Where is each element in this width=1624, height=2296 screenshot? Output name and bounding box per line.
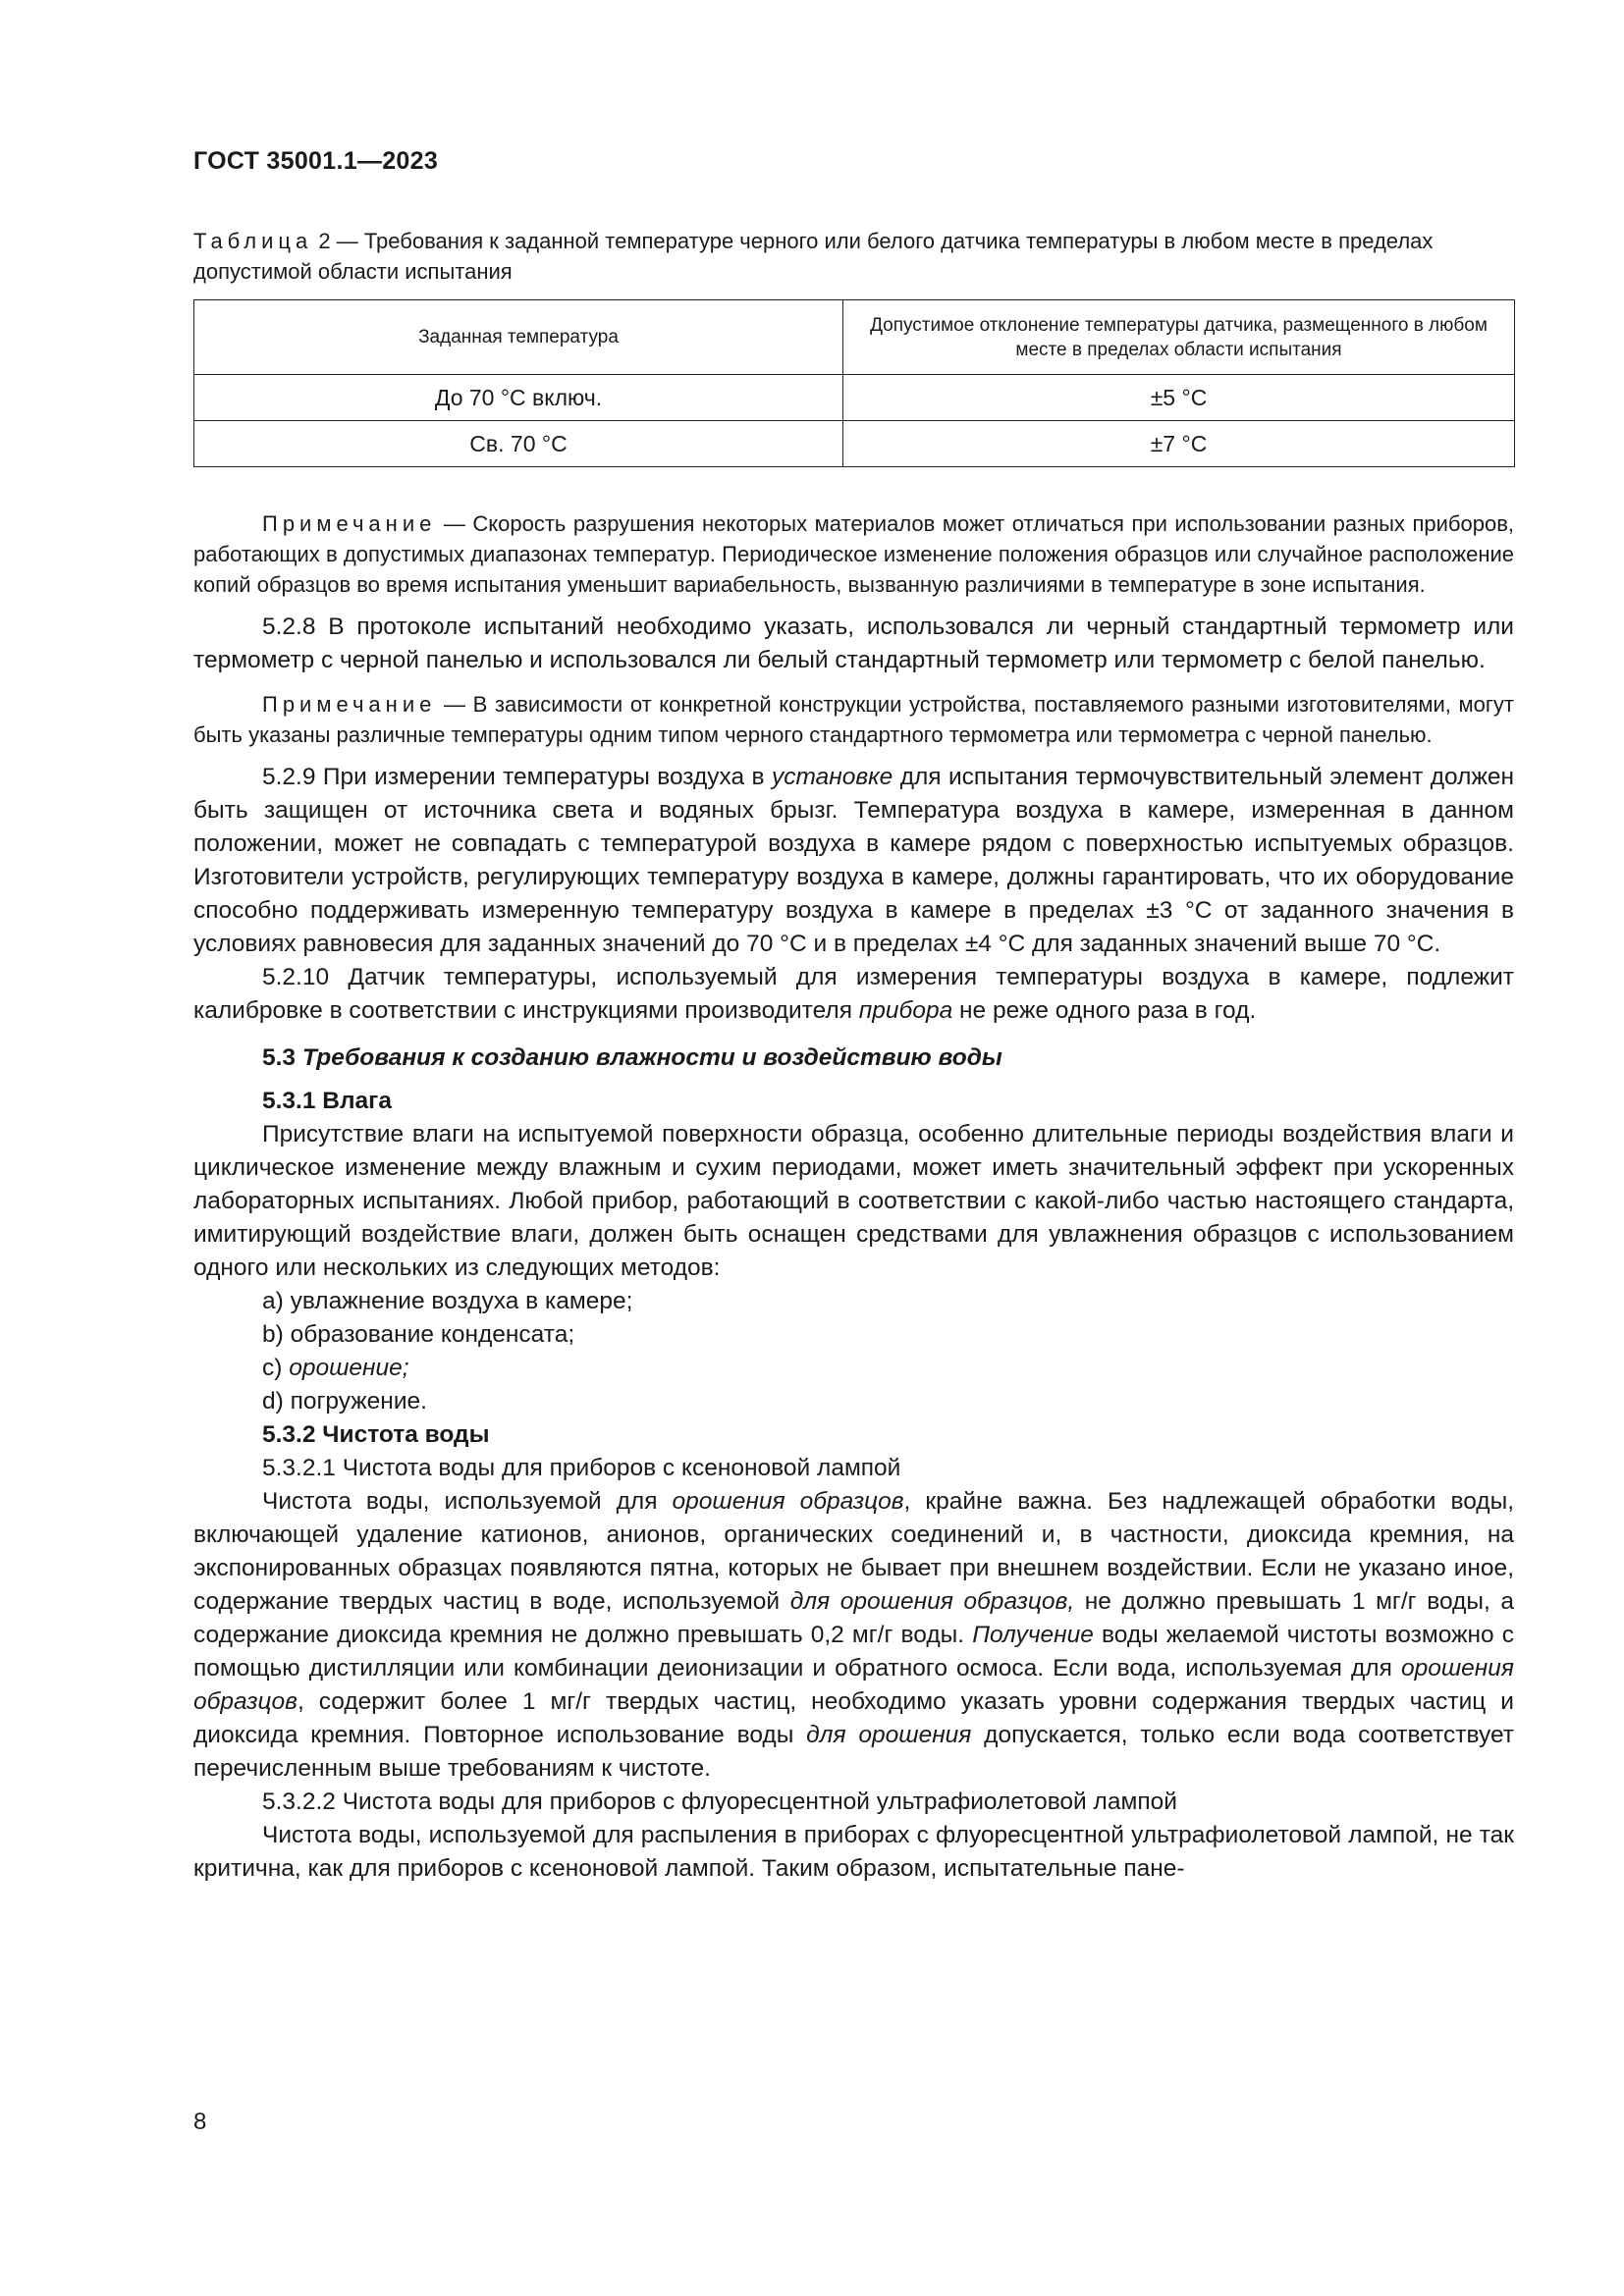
paragraph-5-3-2-1 <box>193 1485 1514 1786</box>
col-header-deviation: Допустимое отклонение температуры датчика, размещенного в любом месте в пределах области испытания <box>843 300 1515 375</box>
text-run: воды желаемой чистоты возможно с помощью дистилляции или комбинации деионизации и обратного осмоса. Если вода, используемая для <box>193 1622 1514 1682</box>
text-run: не реже одного раза в год. <box>952 997 1257 1024</box>
subsection-5-3-2-2-title: 5.3.2.2 Чистота воды для приборов с флуоресцентной ультрафиолетовой лампой <box>262 1789 1177 1815</box>
table-row <box>194 375 1515 421</box>
text-run: Чистота воды, используемой для <box>262 1488 673 1515</box>
text-run: 5.2.9 При измерении температуры воздуха в <box>262 764 772 790</box>
note-text: — В зависимости от конкретной конструкции устройства, поставляемого разными изготовителями, могут быть указаны различные температуры одним типом черного стандартного термометра или термометра с черной панелью. <box>193 692 1514 747</box>
text-run: допускается, только если вода соответствует перечисленным выше требованиям к чистоте. <box>193 1722 1514 1782</box>
temperature-table <box>193 299 1515 467</box>
paragraph-5-2-9 <box>193 761 1514 961</box>
list-item: d) погружение. <box>262 1388 427 1415</box>
table-caption <box>193 226 1514 287</box>
document-header: ГОСТ 35001.1—2023 <box>193 147 439 175</box>
italic-term: для орошения образцов, <box>789 1588 1075 1615</box>
table-caption-text: 2 — Требования к заданной температуре черного или белого датчика температуры в любом месте в пределах допустимой области испытания <box>193 229 1434 284</box>
table-cell-temp: До 70 °С включ. <box>194 375 843 421</box>
paragraph-5-3-1: Присутствие влаги на испытуемой поверхности образца, особенно длительные периоды воздействия влаги и циклическое изменение между влажным и сухим периодами, может иметь значительный эффект при ускоренных лабораторных испытаниях. Любой прибор, работающий в соответствии с какой-либо частью настоящего стандарта, имитирующий воздействие влаги, должен быть оснащен средствами для увлажнения образцов с использованием одного или нескольких из следующих методов: <box>193 1121 1514 1281</box>
section-title: Требования к созданию влажности и воздействию воды <box>301 1044 1002 1071</box>
text-run: для испытания термочувствительный элемент должен быть защищен от источника света и водяных брызг. Температура воздуха в камере, измеренная в данном положении, может не совпадать с температурой воздуха в камере рядом с поверхностью испытуемых образцов. Изготовители устройств, регулирующих температуру воздуха в камере, должны гарантировать, что их оборудование способно поддерживать измеренную температуру воздуха в камере в пределах ±3 °С от заданного значения в условиях равновесия для заданных значений до 70 °С и в пределах ±4 °С для заданных значений выше 70 °С. <box>193 764 1514 957</box>
note-label: Примечание <box>262 692 437 717</box>
document-body <box>193 508 1514 1886</box>
list-item <box>193 1352 1514 1385</box>
text-run: , крайне важна. Без надлежащей обработки воды, включающей удаление катионов, анионов, органических соединений и, в частности, диоксида кремния, на экспонированных образцах появляются пятна, которых не бывает при внешнем воздействии. Если не указано иное, содержание твердых частиц в воде, используемой <box>193 1488 1514 1615</box>
italic-term: орошения образцов <box>193 1655 1514 1715</box>
table-cell-temp: Св. 70 °С <box>194 421 843 467</box>
list-item: b) образование конденсата; <box>262 1321 575 1348</box>
paragraph-5-2-8: 5.2.8 В протоколе испытаний необходимо указать, использовался ли черный стандартный термометр или термометр с черной панелью и использовался ли белый стандартный термометр или термометр с белой панелью. <box>193 614 1514 673</box>
text-run: c) <box>262 1355 290 1381</box>
text-run: не должно превышать 1 мг/г воды, а содержание диоксида кремния не должно превышать 0,2 мг/г воды. <box>193 1588 1514 1648</box>
section-5-3-1-heading: 5.3.1 Влага <box>262 1088 393 1114</box>
col-header-set-temperature: Заданная температура <box>194 300 843 375</box>
paragraph-5-3-2-2: Чистота воды, используемой для распыления в приборах с флуоресцентной ультрафиолетовой лампой, не так критична, как для приборов с ксеноновой лампой. Таким образом, испытательные пане- <box>193 1822 1514 1882</box>
table-header-row <box>194 300 1515 375</box>
table-cell-dev: ±7 °С <box>843 421 1515 467</box>
text-run: 5.2.10 Датчик температуры, используемый для измерения температуры воздуха в камере, подлежит калибровке в соответствии с инструкциями производителя <box>193 964 1514 1024</box>
note-2 <box>193 689 1514 750</box>
page-number: 8 <box>193 2109 207 2135</box>
italic-term: орошения образцов <box>672 1488 904 1515</box>
table-cell-dev: ±5 °С <box>843 375 1515 421</box>
section-number: 5.3 <box>262 1044 302 1071</box>
italic-term: установке <box>771 764 893 790</box>
italic-term: орошение; <box>289 1355 409 1381</box>
text-run: , содержит более 1 мг/г твердых частиц, необходимо указать уровни содержания твердых частиц и диоксида кремния. Повторное использование воды <box>193 1688 1514 1748</box>
table-caption-label: Таблица <box>193 229 313 253</box>
note-text: — Скорость разрушения некоторых материалов может отличаться при использовании разных приборов, работающих в допустимых диапазонах температур. Периодическое изменение положения образцов или случайное расположение копий образцов во время испытания уменьшит вариабельность, вызванную различиями в температуре в зоне испытания. <box>193 511 1514 597</box>
section-5-3-heading <box>193 1041 1514 1075</box>
italic-term: Получение <box>972 1622 1094 1648</box>
note-label: Примечание <box>262 511 437 536</box>
paragraph-5-2-10 <box>193 961 1514 1028</box>
list-item: a) увлажнение воздуха в камере; <box>262 1288 633 1314</box>
italic-term: прибора <box>858 997 953 1024</box>
section-5-3-2-heading: 5.3.2 Чистота воды <box>262 1421 490 1448</box>
note-1 <box>193 508 1514 600</box>
subsection-5-3-2-1-title: 5.3.2.1 Чистота воды для приборов с ксеноновой лампой <box>262 1455 901 1481</box>
italic-term: для орошения <box>806 1722 972 1748</box>
table-row <box>194 421 1515 467</box>
